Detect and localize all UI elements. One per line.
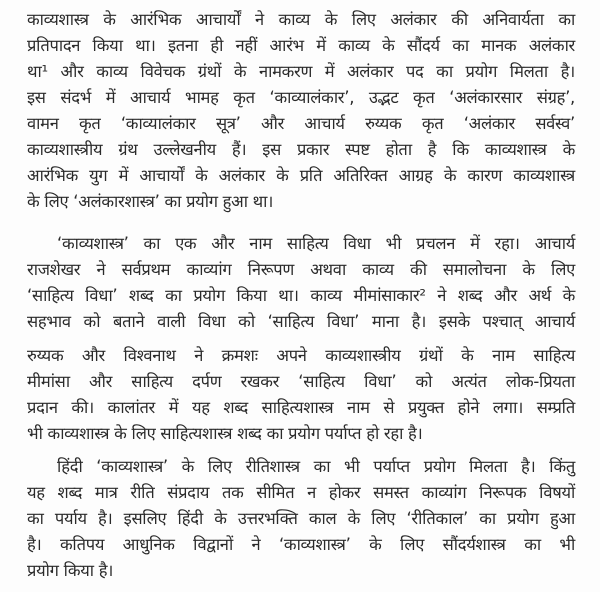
text-line: काव्यशास्त्र के आरंभिक आचार्यों ने काव्य के लिए अलंकार की अनिवार्यता का: [27, 10, 575, 29]
text-line: हिंदी ‘काव्यशास्त्र’ के लिए रीतिशास्त्र का भी पर्याप्त प्रयोग मिलता है। किंतु: [57, 457, 575, 476]
text-line: काव्यशास्त्रीय ग्रंथ उल्लेखनीय हैं। इस प्रकार स्पष्ट होता है कि काव्यशास्त्र के: [27, 140, 575, 159]
text-line: सहभाव को बताने वाली विधा को ‘साहित्य विधा’ माना है। इसके पश्चात् आचार्य: [27, 312, 575, 331]
text-line: प्रयोग किया है।: [27, 561, 114, 580]
text-line: के लिए ‘अलंकारशास्त्र’ का प्रयोग हुआ था।: [27, 192, 274, 211]
text-line: भी काव्यशास्त्र के लिए साहित्यशास्त्र शब्द का प्रयोग पर्याप्त हो रहा है।: [27, 424, 423, 443]
text-line: मीमांसा और साहित्य दर्पण रखकर ‘साहित्य विधा’ को अत्यंत लोक-प्रियता: [27, 372, 575, 391]
text-line: ‘काव्यशास्त्र’ का एक और नाम साहित्य विधा भी प्रचलन में रहा। आचार्य: [57, 234, 575, 253]
text-line: रुय्यक और विश्वनाथ ने क्रमशः अपने काव्यशास्त्रीय ग्रंथों के नाम साहित्य: [27, 346, 575, 365]
text-line: आरंभिक युग में आचार्यों के अलंकार के प्रति अतिरिक्त आग्रह के कारण काव्यशास्त्र: [27, 166, 575, 185]
text-line: है। कतिपय आधुनिक विद्वानों ने ‘काव्यशास्त्र’ के लिए सौंदर्यशास्त्र का भी: [27, 535, 575, 554]
text-line: यह शब्द मात्र रीति संप्रदाय तक सीमित न होकर समस्त काव्यांग निरूपक विषयों: [27, 483, 575, 502]
text-line: राजशेखर ने सर्वप्रथम काव्यांग निरूपण अथवा काव्य की समालोचना के लिए: [27, 260, 575, 279]
text-line: प्रदान की। कालांतर में यह शब्द साहित्यशास्त्र नाम से प्रयुक्त होने लगा। सम्प्रति: [27, 398, 575, 417]
text-line: प्रतिपादन किया था। इतना ही नहीं आरंभ में काव्य के सौंदर्य का मानक अलंकार: [27, 36, 575, 55]
text-line: वामन कृत ‘काव्यालंकार सूत्र’ और आचार्य रुय्यक कृत ‘अलंकार सर्वस्व’: [27, 114, 575, 133]
text-line: का पर्याय है। इसलिए हिंदी के उत्तरभक्ति काल के लिए ‘रीतिकाल’ का प्रयोग हुआ: [27, 509, 575, 528]
text-line: था¹ और काव्य विवेचक ग्रंथों के नामकरण में अलंकार पद का प्रयोग मिलता है।: [27, 62, 575, 81]
text-line: इस संदर्भ में आचार्य भामह कृत ‘काव्यालंकार’, उद्भट कृत ‘अलंकारसार संग्रह’,: [27, 88, 575, 107]
text-line: ‘साहित्य विधा’ शब्द का प्रयोग किया था। काव्य मीमांसाकार² ने शब्द और अर्थ के: [27, 286, 575, 305]
